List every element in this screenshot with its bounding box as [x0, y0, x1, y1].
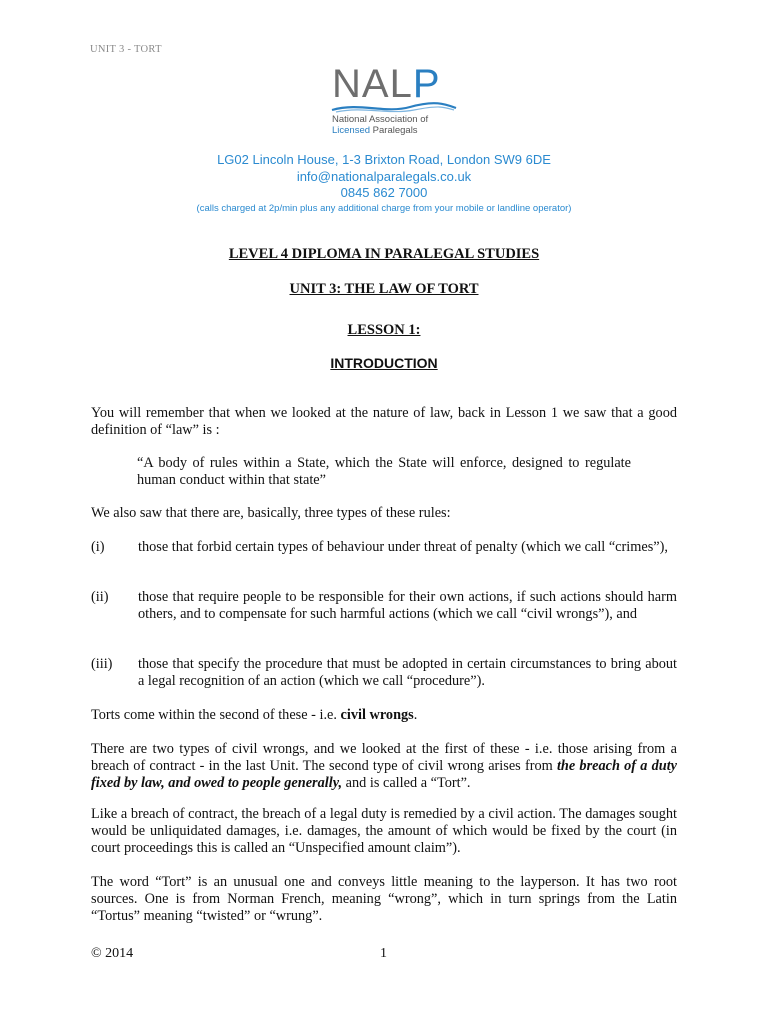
logo-wave-icon [330, 102, 458, 114]
paragraph-damages: Like a breach of contract, the breach of a legal duty is remedied by a civil action. The damages sought would be unliquidated damages, i.e. damages, the amount of which would be fixed by the court (in court proceedings this is called an “Unspecified amount claim”). [91, 806, 677, 856]
logo-line1: National Association of [332, 114, 429, 125]
law-definition-quote: “A body of rules within a State, which the State will enforce, designed to regulate human conduct within that state” [137, 455, 631, 488]
contact-call-note: (calls charged at 2p/min plus any additional charge from your mobile or landline operator) [196, 202, 572, 214]
p4-start: There are two types of civil wrongs, and we looked at the first of these - i.e. those arising from a breach of contract - in the last Unit. The second type of civil wrong arises from [91, 741, 677, 774]
running-head: UNIT 3 - TORT [90, 44, 162, 55]
contact-phone: 0845 862 7000 [340, 185, 428, 200]
p3-bold: civil wrongs [340, 707, 414, 723]
logo-word-accent: P [412, 62, 441, 106]
unit-heading: UNIT 3: THE LAW OF TORT [289, 281, 479, 297]
list-item-text: those that specify the procedure that must be adopted in certain circumstances to bring about a legal recognition of an action (which we call “procedure”). [138, 656, 677, 689]
p3-end: . [413, 707, 418, 723]
list-item-text: those that require people to be responsible for their own actions, if such actions should harm others, and to compensate for such harmful actions (which we call “civil wrongs”), and [138, 589, 677, 622]
list-item-number: (iii) [91, 656, 113, 672]
p4-end: and is called a “Tort”. [342, 775, 471, 791]
paragraph-tort-definition [91, 741, 677, 792]
paragraph-word-origin: The word “Tort” is an unusual one and conveys little meaning to the layperson. It has two root sources. One is from Norman French, meaning “wrong”, which in turn springs from the Latin “Tortus” meaning “twisted” or “wrung”. [91, 874, 677, 924]
logo-subtitle [332, 114, 428, 136]
paragraph-civil-wrongs [91, 707, 677, 724]
lesson-heading: LESSON 1: [347, 322, 421, 338]
p3-start: Torts come within the second of these - i.e. [91, 707, 341, 723]
contact-address: LG02 Lincoln House, 1-3 Brixton Road, London SW9 6DE [217, 152, 551, 167]
list-item-text: those that forbid certain types of behaviour under threat of penalty (which we call “crimes”), [138, 539, 668, 555]
paragraph-three-types: We also saw that there are, basically, three types of these rules: [91, 505, 451, 521]
p4-bold-italic: the breach of a duty fixed by law, and owed to people generally, [91, 758, 678, 791]
paragraph-law-definition: You will remember that when we looked at the nature of law, back in Lesson 1 we saw that a good definition of “law” is : [91, 405, 677, 438]
list-item-number: (ii) [91, 589, 109, 605]
logo-line2-accent: Licensed [332, 125, 371, 136]
contact-email[interactable]: info@nationalparalegals.co.uk [296, 168, 472, 184]
footer-page-number: 1 [380, 946, 387, 961]
logo-line2-plain: Paralegals [370, 125, 418, 136]
footer-copyright: © 2014 [91, 946, 134, 961]
contact-block [0, 152, 768, 215]
introduction-heading: INTRODUCTION [330, 355, 438, 371]
logo-word-plain: NAL [332, 62, 413, 106]
nalp-logo [330, 64, 460, 140]
diploma-heading: LEVEL 4 DIPLOMA IN PARALEGAL STUDIES [228, 246, 540, 262]
list-item-number: (i) [91, 539, 105, 555]
logo-wordmark [332, 62, 441, 106]
